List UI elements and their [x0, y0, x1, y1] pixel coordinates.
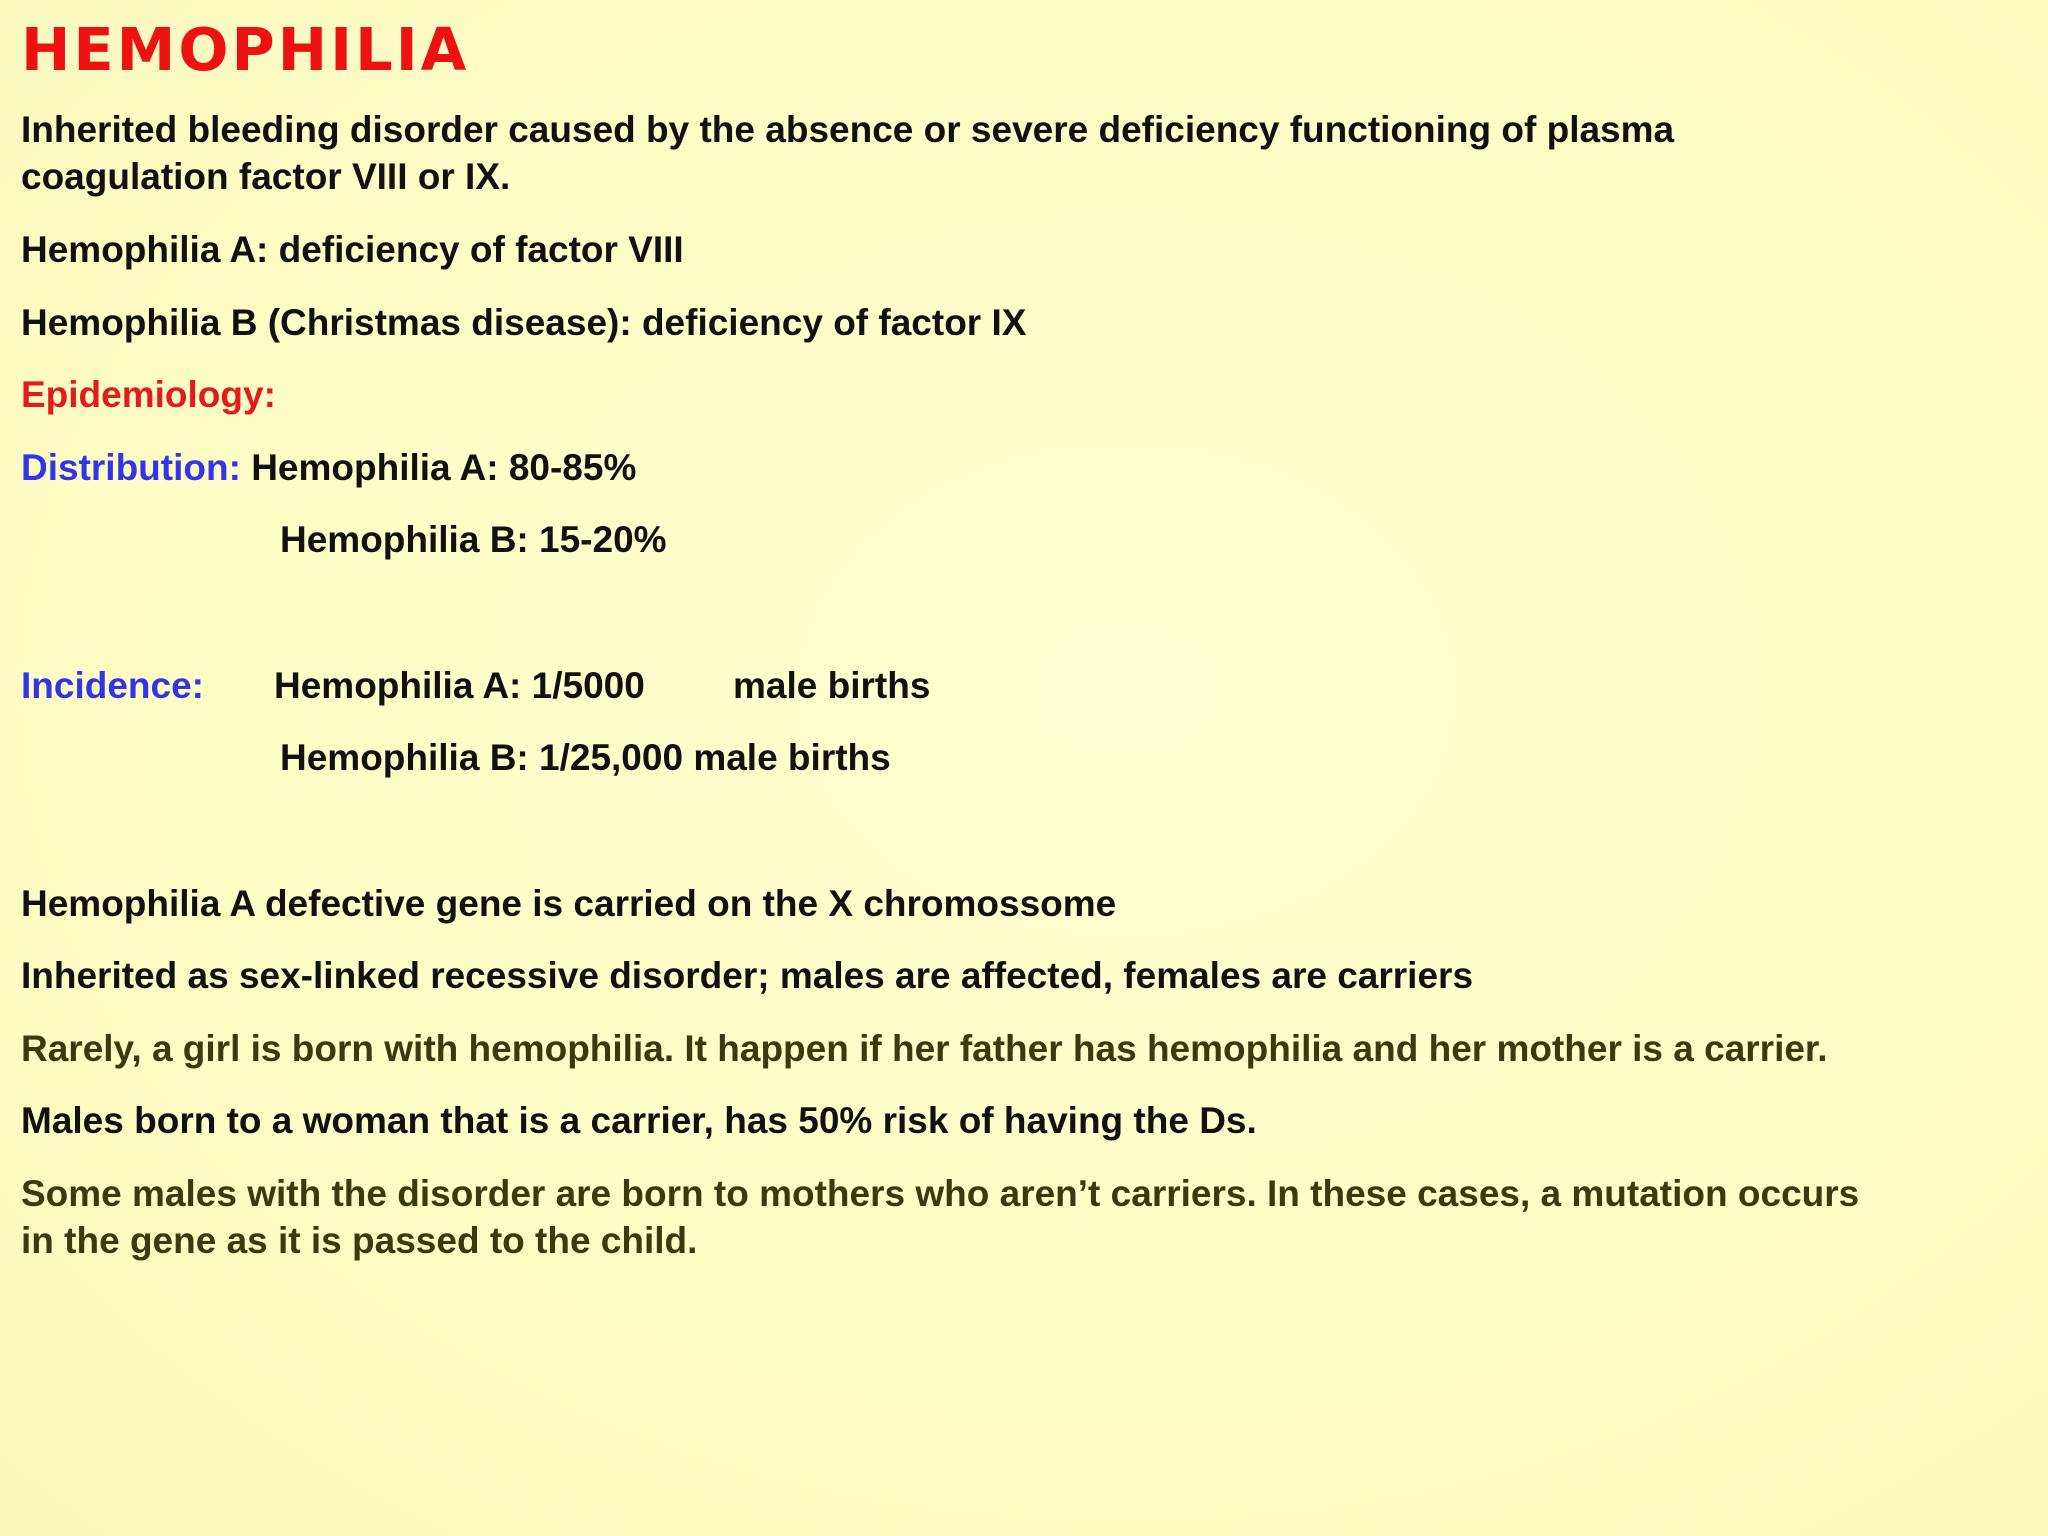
- slide-title: HEMOPHILIA: [21, 15, 470, 84]
- epidemiology-heading: Epidemiology:: [21, 374, 276, 415]
- hemophilia-b-definition: Hemophilia B (Christmas disease): deficiency of factor IX: [21, 302, 1027, 343]
- inheritance-statement: Inherited as sex-linked recessive disorder; males are affected, females are carriers: [21, 955, 1474, 996]
- incidence-a-value: Hemophilia A: 1/5000: [274, 665, 645, 706]
- carrier-risk-statement: Males born to a woman that is a carrier, has 50% risk of having the Ds.: [21, 1100, 1257, 1141]
- mutation-line-1: Some males with the disorder are born to mothers who aren’t carriers. In these cases, a mutation occurs: [21, 1173, 1860, 1214]
- rare-girl-statement: Rarely, a girl is born with hemophilia. It happen if her father has hemophilia and her mother is a carrier.: [21, 1028, 1828, 1069]
- incidence-label: Incidence:: [21, 665, 204, 706]
- mutation-line-2: in the gene as it is passed to the child.: [21, 1220, 698, 1261]
- incidence-b-value: Hemophilia B: 1/25,000 male births: [280, 737, 891, 778]
- distribution-a-value: Hemophilia A: 80-85%: [251, 447, 637, 488]
- distribution-label: Distribution:: [21, 447, 241, 488]
- incidence-a-suffix: male births: [733, 665, 931, 706]
- intro-line-1: Inherited bleeding disorder caused by the absence or severe deficiency functioning of plasma: [21, 109, 1675, 150]
- distribution-b-value: Hemophilia B: 15-20%: [280, 519, 667, 560]
- intro-line-2: coagulation factor VIII or IX.: [21, 156, 511, 197]
- hemophilia-a-definition: Hemophilia A: deficiency of factor VIII: [21, 229, 684, 270]
- gene-statement: Hemophilia A defective gene is carried on the X chromossome: [21, 883, 1117, 924]
- distribution-row-a: [21, 444, 636, 491]
